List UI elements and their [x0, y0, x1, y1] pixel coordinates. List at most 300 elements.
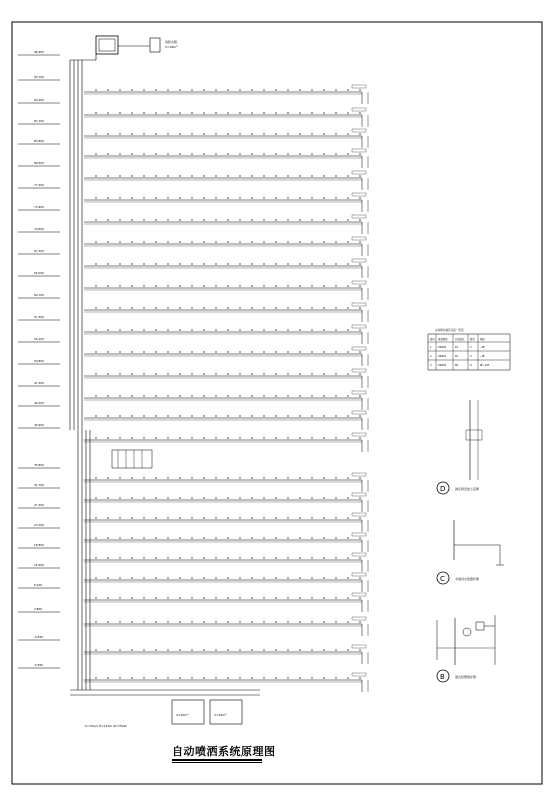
- sprinkler-head: [263, 285, 265, 287]
- sprinkler-head: [119, 263, 121, 265]
- sprinkler-head: [143, 133, 145, 135]
- sprinkler-head: [119, 649, 121, 651]
- table-cell: 3: [430, 364, 432, 367]
- sprinkler-head: [275, 307, 277, 309]
- sprinkler-head: [311, 351, 313, 353]
- sprinkler-head: [359, 677, 361, 679]
- sprinkler-head: [143, 89, 145, 91]
- sprinkler-head: [167, 153, 169, 155]
- sprinkler-head: [287, 89, 289, 91]
- sprinkler-head: [299, 649, 301, 651]
- sprinkler-head: [263, 677, 265, 679]
- sprinkler-head: [239, 89, 241, 91]
- level-label: 8.100: [34, 583, 43, 587]
- sprinkler-head: [167, 263, 169, 265]
- table-cell: 9F~23F: [480, 364, 490, 367]
- sprinkler-head: [287, 497, 289, 499]
- sprinkler-head: [275, 677, 277, 679]
- sprinkler-head: [131, 133, 133, 135]
- sprinkler-head: [347, 537, 349, 539]
- sprinkler-head: [107, 351, 109, 353]
- sprinkler-head: [239, 649, 241, 651]
- sprinkler-head: [311, 89, 313, 91]
- sprinkler-head: [215, 373, 217, 375]
- sprinkler-head: [179, 175, 181, 177]
- sprinkler-head: [251, 621, 253, 623]
- sprinkler-head: [359, 649, 361, 651]
- sprinkler-head: [155, 517, 157, 519]
- sprinkler-head: [95, 219, 97, 221]
- sprinkler-head: [251, 373, 253, 375]
- sprinkler-head: [191, 537, 193, 539]
- sprinkler-head: [191, 219, 193, 221]
- level-label: 23.100: [34, 523, 44, 527]
- sprinkler-head: [131, 677, 133, 679]
- sprinkler-head: [251, 557, 253, 559]
- table-cell: DN150: [438, 355, 447, 358]
- sprinkler-head: [131, 307, 133, 309]
- sprinkler-head: [107, 415, 109, 417]
- sprinkler-head: [251, 517, 253, 519]
- table-cell: 62: [455, 355, 459, 358]
- sprinkler-head: [227, 285, 229, 287]
- sprinkler-head: [191, 373, 193, 375]
- sprinkler-head: [107, 477, 109, 479]
- sprinkler-head: [311, 112, 313, 114]
- sprinkler-head: [251, 285, 253, 287]
- table-header: 楼层: [480, 338, 485, 341]
- sprinkler-head: [335, 241, 337, 243]
- sprinkler-head: [347, 517, 349, 519]
- sprinkler-head: [191, 437, 193, 439]
- sprinkler-head: [311, 597, 313, 599]
- sprinkler-head: [275, 557, 277, 559]
- sprinkler-head: [107, 373, 109, 375]
- sprinkler-head: [335, 537, 337, 539]
- sprinkler-head: [275, 153, 277, 155]
- sprinkler-head: [131, 597, 133, 599]
- detail-c-label: 末端试水装置详图: [455, 577, 480, 581]
- sprinkler-head: [155, 557, 157, 559]
- sprinkler-head: [203, 112, 205, 114]
- sprinkler-head: [299, 133, 301, 135]
- sprinkler-head: [323, 649, 325, 651]
- sprinkler-head: [191, 577, 193, 579]
- sprinkler-head: [335, 133, 337, 135]
- sprinkler-head: [263, 263, 265, 265]
- sprinkler-head: [179, 373, 181, 375]
- table-cell: ~8F: [480, 346, 485, 349]
- sprinkler-head: [155, 437, 157, 439]
- level-label: 67.300: [34, 249, 44, 253]
- sprinkler-head: [275, 219, 277, 221]
- sprinkler-head: [191, 597, 193, 599]
- sprinkler-head: [275, 497, 277, 499]
- sprinkler-head: [239, 557, 241, 559]
- sprinkler-head: [359, 153, 361, 155]
- detail-c: [437, 520, 504, 584]
- sprinkler-head: [311, 197, 313, 199]
- sprinkler-head: [131, 437, 133, 439]
- sprinkler-head: [179, 537, 181, 539]
- sprinkler-head: [167, 477, 169, 479]
- level-label: 60.700: [34, 293, 44, 297]
- sprinkler-head: [311, 497, 313, 499]
- table-cell: 2: [430, 355, 432, 358]
- sprinkler-head: [215, 415, 217, 417]
- sprinkler-head: [143, 597, 145, 599]
- sprinkler-head: [275, 395, 277, 397]
- sprinkler-head: [323, 537, 325, 539]
- sprinkler-head: [179, 219, 181, 221]
- sprinkler-head: [179, 517, 181, 519]
- sprinkler-head: [359, 112, 361, 114]
- sprinkler-head: [215, 497, 217, 499]
- sprinkler-head: [299, 219, 301, 221]
- level-label: 64.000: [34, 271, 44, 275]
- sprinkler-head: [143, 537, 145, 539]
- sprinkler-head: [191, 241, 193, 243]
- sprinkler-head: [359, 285, 361, 287]
- pump-note: Q=30L/s H=110m N=75kW: [85, 724, 127, 728]
- sprinkler-head: [275, 197, 277, 199]
- sprinkler-head: [263, 307, 265, 309]
- sprinkler-head: [143, 241, 145, 243]
- table-cell: 60: [455, 364, 459, 367]
- sprinkler-head: [95, 677, 97, 679]
- sprinkler-head: [347, 197, 349, 199]
- sprinkler-head: [119, 307, 121, 309]
- sprinkler-head: [251, 649, 253, 651]
- flow-switch: [352, 259, 366, 262]
- sprinkler-head: [155, 175, 157, 177]
- sprinkler-head: [167, 89, 169, 91]
- sprinkler-head: [143, 395, 145, 397]
- sprinkler-head: [215, 175, 217, 177]
- sprinkler-head: [179, 437, 181, 439]
- sprinkler-head: [323, 497, 325, 499]
- sprinkler-head: [299, 415, 301, 417]
- sprinkler-head: [251, 133, 253, 135]
- sprinkler-head: [215, 307, 217, 309]
- sprinkler-head: [311, 415, 313, 417]
- orifice-table: [428, 328, 510, 370]
- sprinkler-head: [239, 621, 241, 623]
- sprinkler-head: [95, 437, 97, 439]
- sprinkler-head: [287, 557, 289, 559]
- sprinkler-head: [203, 621, 205, 623]
- sprinkler-head: [179, 649, 181, 651]
- sprinkler-head: [155, 329, 157, 331]
- sprinkler-head: [107, 133, 109, 135]
- sprinkler-head: [275, 477, 277, 479]
- sprinkler-head: [131, 395, 133, 397]
- level-label: 4.800: [34, 607, 43, 611]
- sprinkler-head: [287, 577, 289, 579]
- sprinkler-head: [107, 263, 109, 265]
- sprinkler-head: [131, 373, 133, 375]
- sprinkler-head: [287, 197, 289, 199]
- sprinkler-head: [227, 557, 229, 559]
- table-cell: ~8F: [480, 355, 485, 358]
- sprinkler-head: [251, 241, 253, 243]
- flow-switch: [352, 171, 366, 174]
- sprinkler-head: [227, 577, 229, 579]
- sprinkler-head: [203, 219, 205, 221]
- sprinkler-head: [155, 89, 157, 91]
- sprinkler-head: [203, 373, 205, 375]
- sprinkler-head: [131, 329, 133, 331]
- sprinkler-head: [263, 395, 265, 397]
- sprinkler-head: [299, 351, 301, 353]
- sprinkler-head: [107, 153, 109, 155]
- sprinkler-head: [155, 677, 157, 679]
- sprinkler-head: [299, 112, 301, 114]
- sprinkler-head: [251, 395, 253, 397]
- sprinkler-head: [203, 351, 205, 353]
- flow-switch: [352, 411, 366, 414]
- sprinkler-head: [347, 89, 349, 91]
- sprinkler-head: [179, 241, 181, 243]
- sprinkler-head: [215, 621, 217, 623]
- sprinkler-head: [311, 477, 313, 479]
- sprinkler-head: [107, 241, 109, 243]
- sprinkler-head: [119, 415, 121, 417]
- sprinkler-head: [323, 351, 325, 353]
- sprinkler-head: [215, 112, 217, 114]
- sprinkler-head: [323, 621, 325, 623]
- sprinkler-head: [323, 153, 325, 155]
- sprinkler-head: [275, 537, 277, 539]
- sprinkler-head: [107, 307, 109, 309]
- sprinkler-head: [155, 285, 157, 287]
- sprinkler-head: [323, 677, 325, 679]
- sprinkler-head: [155, 263, 157, 265]
- sprinkler-head: [155, 133, 157, 135]
- sprinkler-head: [335, 307, 337, 309]
- sprinkler-head: [263, 112, 265, 114]
- sprinkler-head: [335, 557, 337, 559]
- sprinkler-head: [119, 437, 121, 439]
- sprinkler-head: [131, 557, 133, 559]
- sprinkler-head: [203, 497, 205, 499]
- sprinkler-head: [95, 577, 97, 579]
- sprinkler-head: [95, 153, 97, 155]
- sprinkler-head: [239, 351, 241, 353]
- sprinkler-head: [203, 677, 205, 679]
- sprinkler-head: [131, 263, 133, 265]
- detail-d: [437, 400, 482, 494]
- sprinkler-head: [215, 677, 217, 679]
- sprinkler-head: [119, 517, 121, 519]
- sprinkler-head: [239, 219, 241, 221]
- sprinkler-head: [191, 197, 193, 199]
- sprinkler-head: [95, 329, 97, 331]
- sprinkler-head: [359, 517, 361, 519]
- sprinkler-head: [143, 497, 145, 499]
- sprinkler-head: [179, 112, 181, 114]
- sprinkler-head: [275, 89, 277, 91]
- sprinkler-head: [131, 175, 133, 177]
- level-label: 27.400: [34, 503, 44, 507]
- flow-switch: [352, 433, 366, 436]
- flow-switch: [352, 325, 366, 328]
- sprinkler-head: [167, 537, 169, 539]
- sprinkler-head: [335, 677, 337, 679]
- sprinkler-head: [203, 395, 205, 397]
- main-risers: [70, 54, 96, 690]
- sprinkler-head: [299, 517, 301, 519]
- tank-label: 消防水箱: [165, 40, 178, 44]
- sprinkler-head: [263, 197, 265, 199]
- sprinkler-head: [95, 557, 97, 559]
- sprinkler-head: [263, 133, 265, 135]
- sprinkler-head: [155, 153, 157, 155]
- sprinkler-head: [335, 351, 337, 353]
- sprinkler-head: [191, 307, 193, 309]
- level-label: 44.200: [34, 401, 44, 405]
- sprinkler-head: [227, 307, 229, 309]
- table-cell: DN150: [438, 364, 447, 367]
- level-label: 77.200: [34, 183, 44, 187]
- sprinkler-head: [359, 219, 361, 221]
- sprinkler-head: [191, 133, 193, 135]
- sprinkler-head: [155, 649, 157, 651]
- sprinkler-head: [311, 517, 313, 519]
- detail-d-label: 减压阀安装示意图: [455, 487, 480, 491]
- sprinkler-head: [287, 597, 289, 599]
- sprinkler-head: [311, 395, 313, 397]
- sprinkler-head: [275, 517, 277, 519]
- sprinkler-head: [215, 263, 217, 265]
- sprinkler-head: [143, 415, 145, 417]
- sprinkler-head: [167, 307, 169, 309]
- sprinkler-head: [131, 537, 133, 539]
- sprinkler-head: [359, 133, 361, 135]
- sprinkler-head: [203, 153, 205, 155]
- sprinkler-head: [119, 285, 121, 287]
- sprinkler-head: [299, 285, 301, 287]
- sprinkler-head: [215, 89, 217, 91]
- flow-switch: [352, 237, 366, 240]
- sprinkler-head: [191, 351, 193, 353]
- flow-switch: [352, 593, 366, 596]
- sprinkler-head: [323, 89, 325, 91]
- sprinkler-head: [323, 241, 325, 243]
- sprinkler-head: [359, 415, 361, 417]
- sprinkler-head: [107, 112, 109, 114]
- sprinkler-head: [179, 263, 181, 265]
- sprinkler-head: [275, 329, 277, 331]
- sprinkler-head: [215, 557, 217, 559]
- sprinkler-head: [179, 677, 181, 679]
- sprinkler-head: [275, 597, 277, 599]
- sprinkler-head: [347, 329, 349, 331]
- sprinkler-head: [191, 285, 193, 287]
- sprinkler-head: [179, 351, 181, 353]
- sprinkler-head: [95, 373, 97, 375]
- sprinkler-head: [143, 437, 145, 439]
- sprinkler-head: [167, 517, 169, 519]
- sprinkler-head: [155, 307, 157, 309]
- sprinkler-head: [275, 437, 277, 439]
- sprinkler-head: [251, 219, 253, 221]
- sprinkler-head: [107, 219, 109, 221]
- sprinkler-head: [323, 175, 325, 177]
- sprinkler-head: [203, 175, 205, 177]
- level-label: -5.950: [34, 663, 44, 667]
- title-underline: [172, 759, 262, 761]
- sprinkler-head: [131, 89, 133, 91]
- sprinkler-head: [107, 395, 109, 397]
- sprinkler-head: [215, 477, 217, 479]
- sprinkler-head: [239, 597, 241, 599]
- table-header: 编号: [430, 338, 435, 341]
- flow-switch: [352, 533, 366, 536]
- sprinkler-head: [251, 89, 253, 91]
- sprinkler-head: [191, 621, 193, 623]
- sprinkler-head: [95, 621, 97, 623]
- sprinkler-head: [287, 437, 289, 439]
- sprinkler-head: [167, 437, 169, 439]
- sprinkler-head: [95, 197, 97, 199]
- sprinkler-head: [179, 197, 181, 199]
- sprinkler-head: [239, 263, 241, 265]
- level-label: -0.450: [34, 635, 44, 639]
- sprinkler-head: [167, 285, 169, 287]
- flow-switch: [352, 645, 366, 648]
- sprinkler-head: [251, 329, 253, 331]
- flow-switch: [352, 369, 366, 372]
- sprinkler-head: [203, 241, 205, 243]
- sprinkler-head: [275, 175, 277, 177]
- sprinkler-head: [335, 597, 337, 599]
- sprinkler-head: [227, 437, 229, 439]
- sprinkler-head: [311, 133, 313, 135]
- sprinkler-head: [263, 219, 265, 221]
- sprinkler-head: [215, 649, 217, 651]
- sprinkler-head: [251, 263, 253, 265]
- sprinkler-head: [119, 557, 121, 559]
- sprinkler-head: [347, 597, 349, 599]
- sprinkler-head: [275, 351, 277, 353]
- flow-switch: [352, 149, 366, 152]
- sprinkler-head: [119, 537, 121, 539]
- sprinkler-head: [119, 329, 121, 331]
- sprinkler-head: [323, 133, 325, 135]
- sprinkler-head: [263, 621, 265, 623]
- sprinkler-head: [179, 415, 181, 417]
- sprinkler-head: [131, 112, 133, 114]
- sprinkler-head: [155, 415, 157, 417]
- sprinkler-head: [227, 241, 229, 243]
- sprinkler-head: [359, 263, 361, 265]
- sprinkler-head: [347, 395, 349, 397]
- sprinkler-head: [167, 415, 169, 417]
- flow-switch: [352, 473, 366, 476]
- sprinkler-head: [275, 577, 277, 579]
- sprinkler-head: [227, 373, 229, 375]
- table-cell: 1: [430, 346, 432, 349]
- sprinkler-head: [347, 351, 349, 353]
- sprinkler-head: [347, 497, 349, 499]
- sprinkler-head: [95, 241, 97, 243]
- sprinkler-head: [359, 557, 361, 559]
- sprinkler-head: [191, 517, 193, 519]
- level-label: 57.400: [34, 315, 44, 319]
- sprinkler-head: [251, 307, 253, 309]
- sprinkler-head: [203, 477, 205, 479]
